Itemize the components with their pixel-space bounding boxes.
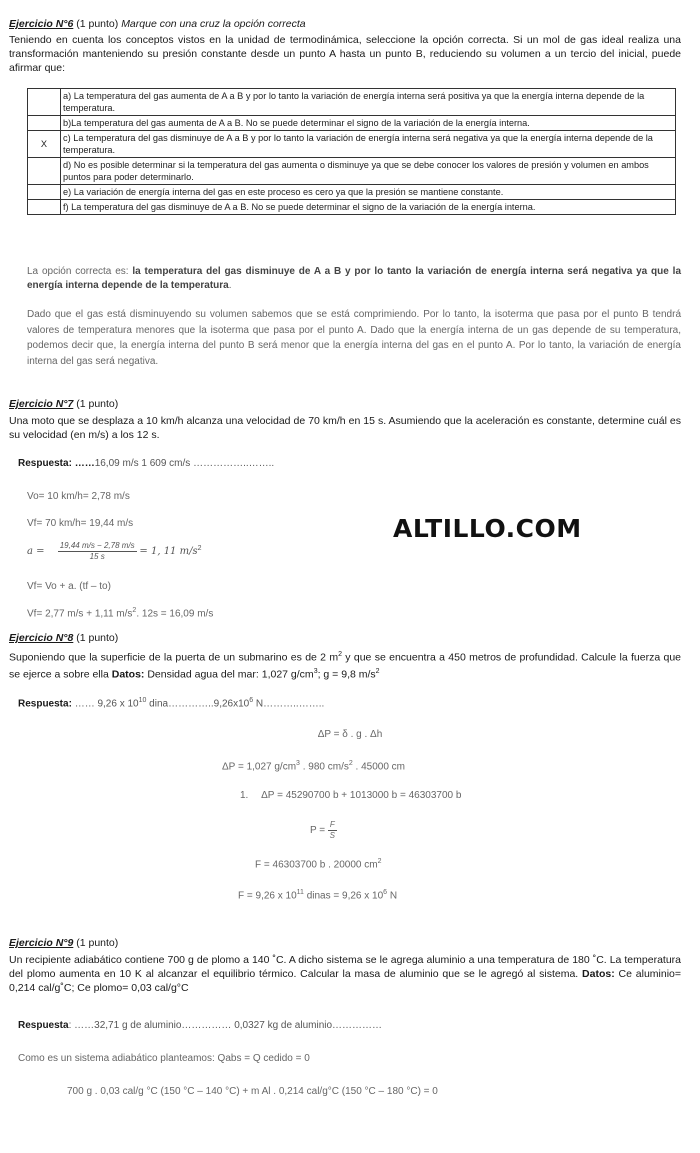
ex8-statement-pre: Suponiendo que la superficie de la puerta de un submarino es de 2 m (9, 651, 339, 664)
ex6-statement: Teniendo en cuenta los conceptos vistos en la unidad de termodinámica, seleccione la opción correcta. Si un mol de gas ideal realiza una transformación manteniendo su presión constante desde un punto A hasta un punto B, reduciendo su volumen a un tercio del inicial, puede afirmar que: (9, 34, 681, 74)
ex7-answer-dots: …… (74, 458, 95, 469)
ex8-datos-mid: ; g = 9,8 m/s (317, 668, 376, 680)
ex9-statement (9, 953, 681, 995)
ex7-answer-dots-end: ……………..…….. (193, 458, 275, 469)
option-text: d) No es posible determinar si la temperatura del gas aumenta o disminuye ya que se debe conocer los valores de presión y volumen en ambos puntos para poder determinarlo. (61, 158, 676, 185)
ex7-calc-exp: 2 (132, 607, 137, 614)
ex8-eq6-post: N (387, 890, 398, 902)
ex9-datos-label: Datos: (582, 968, 615, 980)
ex8-eq3-text: ΔP = 45290700 b + 1013000 b = 46303700 b (261, 790, 462, 801)
ex8-eq1: ΔP = δ . g . Δh (317, 729, 383, 740)
ex7-calc (27, 607, 213, 619)
ex8-answer (18, 697, 324, 709)
ex8-title: Ejercicio N°8 (9, 632, 74, 644)
option-row (28, 116, 676, 131)
ex8-eq4-fraction (328, 820, 337, 841)
ex8-answer-b-exp: 6 (249, 697, 254, 704)
ex8-eq2-mid: . 980 cm/s (299, 761, 349, 773)
ex8-answer-a-exp: 10 (138, 697, 147, 704)
option-text: c) La temperatura del gas disminuye de A a B y por lo tanto la variación de energía interna será negativa ya que la energía interna depende de la temperatura. (61, 131, 676, 158)
option-mark-cell[interactable] (28, 116, 61, 131)
ex9-title: Ejercicio N°9 (9, 937, 74, 949)
option-text: e) La variación de energía interna del gas en este proceso es cero ya que la presión se mantiene constante. (61, 185, 676, 200)
option-text: b)La temperatura del gas aumenta de A a B. No se puede determinar el signo de la variación de la energía interna. (61, 116, 676, 131)
ex8-eq5-pre: F = 46303700 b . 20000 cm (255, 859, 378, 871)
ex7-calc-post: . 12s = 16,09 m/s (136, 608, 214, 620)
ex9-datos: Ce aluminio= 0,214 cal/g˚C; Ce plomo= 0,03 cal/g°C (9, 968, 682, 994)
ex8-datos-label: Datos: (111, 668, 145, 680)
ex8-eq2-exp2: 2 (348, 760, 353, 767)
ex7-heading (9, 398, 118, 410)
ex7-answer-value: 16,09 m/s 1 609 cm/s (94, 458, 194, 469)
ex8-eq5 (255, 858, 382, 870)
ex7-accel-result: = 1, 11 m/s (139, 546, 198, 558)
ex7-answer-label: Respuesta: (18, 458, 75, 469)
ex6-answer-suffix: . (228, 280, 232, 291)
ex8-datos-pre: Densidad agua del mar: 1,027 g/cm (144, 668, 314, 680)
ex7-accel-eq (27, 541, 202, 562)
ex8-eq6 (238, 889, 397, 901)
ex7-points: (1 punto) (73, 398, 119, 410)
option-mark-cell[interactable] (28, 185, 61, 200)
ex9-answer-value: : ……32,71 g de aluminio…………… 0,0327 kg de aluminio…………… (68, 1020, 383, 1031)
option-row (28, 185, 676, 200)
ex8-eq6-pre: F = 9,26 x 10 (238, 890, 297, 902)
option-mark-cell[interactable]: X (28, 131, 61, 158)
ex7-accel-num: 19,44 m/s − 2,78 m/s (59, 541, 135, 550)
ex8-answer-label: Respuesta: (18, 698, 75, 710)
ex7-vo: Vo= 10 km/h= 2,78 m/s (27, 491, 130, 502)
ex8-statement-post: y que se encuentra a 450 metros de profundidad. Calcule la fuerza que se ejerce a sobre ella (9, 651, 681, 680)
ex7-title: Ejercicio N°7 (9, 398, 74, 410)
ex6-options-table (27, 88, 676, 215)
ex8-answer-c: N………..…….. (253, 698, 325, 710)
ex6-heading (9, 18, 306, 30)
ex8-statement (9, 648, 681, 681)
ex9-statement-text: Un recipiente adiabático contiene 700 g de plomo a 140 ˚C. A dicho sistema se le agrega aluminio a una temperatura de 180 ˚C. La temperatura del plomo aumenta en 10 K al alcanzar el equilibrio térmico. Calcular la masa de aluminio que se le agregó al sistema. (9, 954, 681, 980)
option-text: a) La temperatura del gas aumenta de A a B y por lo tanto la variación de energía interna será positiva ya que la energía interna depende de la temperatura. (61, 89, 676, 116)
ex6-answer-bold: la temperatura del gas disminuye de A a B y por lo tanto la variación de energía interna será negativa ya que la energía interna depende de la temperatura (27, 266, 682, 291)
option-row (28, 158, 676, 185)
ex7-accel-var: a = (27, 546, 48, 558)
ex8-eq2 (222, 760, 405, 772)
option-row (28, 200, 676, 215)
ex6-points: (1 punto) (73, 18, 122, 30)
ex8-eq3 (240, 790, 461, 801)
ex7-statement: Una moto que se desplaza a 10 km/h alcanza una velocidad de 70 km/h en 15 s. Asumiendo que la aceleración es constante, determine cuál es su velocidad (en m/s) a los 12 s. (9, 415, 681, 441)
ex7-accel-fraction (58, 541, 137, 562)
ex8-eq2-pre: ΔP = 1,027 g/cm (222, 761, 297, 773)
ex7-answer (18, 458, 274, 469)
ex7-formula: Vf= Vo + a. (tf – to) (27, 581, 111, 592)
option-text: f) La temperatura del gas disminuye de A a B. No se puede determinar el signo de la variación de la energía interna. (61, 200, 676, 215)
option-mark-cell[interactable] (28, 158, 61, 185)
ex6-answer (27, 265, 681, 293)
ex8-answer-b: dina…………..9,26x10 (146, 698, 250, 710)
ex8-eq5-exp: 2 (377, 858, 382, 865)
ex9-heading (9, 937, 118, 949)
option-mark-cell[interactable] (28, 89, 61, 116)
ex9-answer (18, 1020, 382, 1031)
ex8-eq6-mid: dinas = 9,26 x 10 (303, 890, 384, 902)
option-row (28, 131, 676, 158)
ex8-eq4-den: S (329, 831, 335, 840)
ex7-vf: Vf= 70 km/h= 19,44 m/s (27, 518, 134, 529)
watermark-logo: ALTILLO.COM (393, 514, 582, 543)
ex8-eq4-lhs: P = (310, 825, 328, 837)
ex8-eq4 (310, 820, 337, 841)
ex8-datos-exp1: 3 (313, 667, 318, 675)
ex8-eq3-number: 1. (240, 790, 249, 801)
ex8-answer-a: …… 9,26 x 10 (74, 698, 139, 710)
ex6-instruction: Marque con una cruz la opción correcta (121, 18, 306, 30)
ex8-statement-exp: 2 (338, 651, 342, 658)
ex7-accel-exp: 2 (197, 544, 202, 552)
ex8-points: (1 punto) (73, 632, 119, 644)
ex9-points: (1 punto) (73, 937, 119, 949)
ex8-eq2-post: . 45000 cm (352, 761, 406, 773)
ex8-eq6-exp1: 11 (296, 889, 304, 896)
ex9-answer-label: Respuesta (18, 1020, 69, 1031)
ex6-explanation: Dado que el gas está disminuyendo su volumen sabemos que se está comprimiendo. Por lo tanto, la isoterma que pasa por el punto B tendrá valores de temperatura menores que la isoterma que pasa por el punto A. Dado que la energía interna de un gas depende de su temperatura, podemos decir que, la energía interna del punto B será menor que la energía interna del gas en el punto A. Por lo tanto, la variación de energía interna del gas será negativa. (27, 309, 681, 367)
ex7-calc-pre: Vf= 2,77 m/s + 1,11 m/s (27, 608, 133, 620)
ex7-accel-den: 15 s (89, 552, 105, 561)
ex9-line1: Como es un sistema adiabático planteamos: Qabs = Q cedido = 0 (18, 1053, 310, 1064)
ex8-eq6-exp2: 6 (383, 889, 388, 896)
ex8-eq2-exp1: 3 (296, 760, 300, 767)
ex9-line2: 700 g . 0,03 cal/g °C (150 °C – 140 °C) + m Al . 0,214 cal/g°C (150 °C – 180 °C) = 0 (67, 1086, 438, 1097)
ex8-datos-exp2: 2 (375, 667, 380, 675)
ex8-eq4-num: F (329, 820, 335, 829)
ex8-heading (9, 632, 118, 644)
option-mark-cell[interactable] (28, 200, 61, 215)
ex6-title: Ejercicio N°6 (9, 18, 74, 30)
option-row (28, 89, 676, 116)
ex6-answer-prefix: La opción correcta es: (27, 266, 133, 277)
